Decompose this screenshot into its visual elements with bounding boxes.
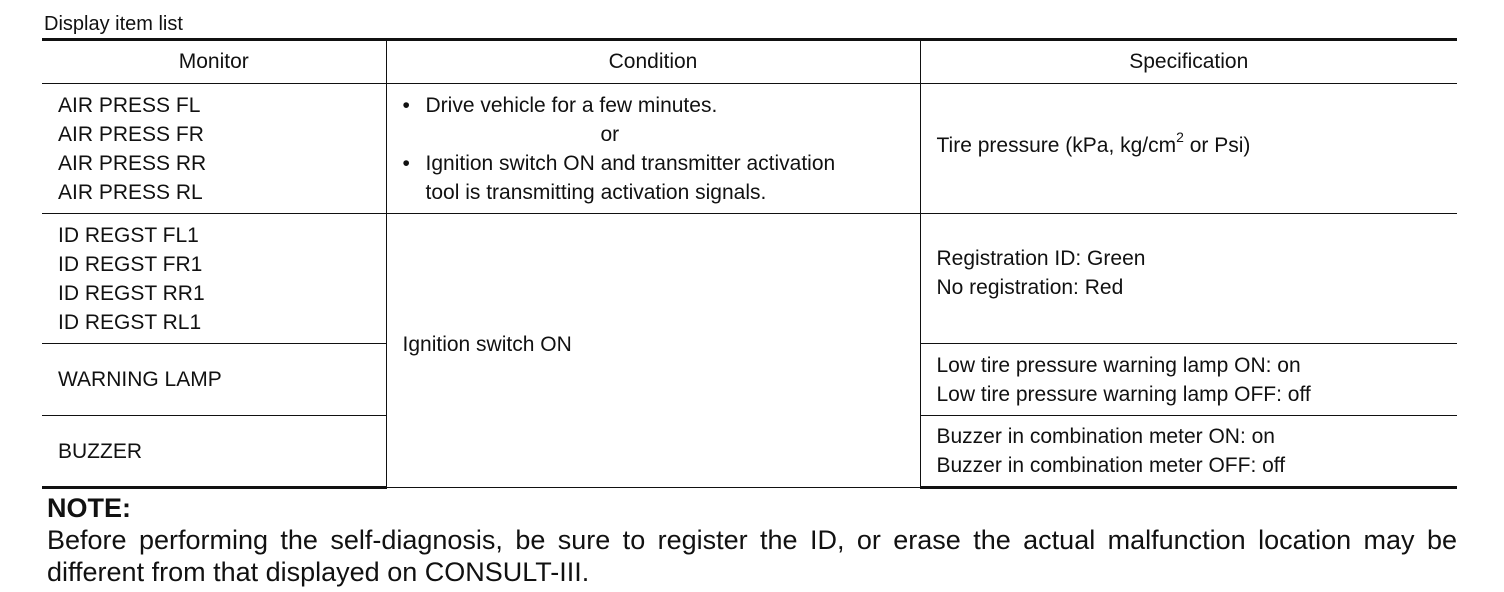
monitor-item: AIR PRESS FR [58,122,204,146]
header-specification: Specification [920,40,1457,84]
note-text: Before performing the self-diagnosis, be sure to register the ID, or erase the actual malfunction location may be different from that displayed on CONSULT-III. [47,525,1457,587]
spec-line: Low tire pressure warning lamp OFF: off [936,382,1311,406]
specification-cell [920,344,1457,416]
monitor-cell [42,84,386,214]
monitor-item: AIR PRESS RR [58,151,207,175]
spec-line: Low tire pressure warning lamp ON: on [936,353,1301,377]
spec-superscript: 2 [1176,129,1184,145]
monitor-item: BUZZER [58,439,142,463]
header-monitor: Monitor [42,40,386,84]
condition-list [403,91,920,120]
table-caption: Display item list [44,13,183,35]
spec-line: Buzzer in combination meter ON: on [936,425,1275,448]
monitor-cell [42,344,386,416]
monitor-cell [42,416,386,488]
condition-bullet: • Drive vehicle for a few minutes. [403,91,920,120]
table-header-row [42,40,1457,84]
monitor-item: ID REGST RR1 [58,281,205,305]
specification-cell [920,84,1457,214]
condition-bullet-line: tool is transmitting activation signals. [425,180,767,204]
monitor-item: ID REGST FR1 [58,252,203,276]
condition-bullet [403,149,920,207]
condition-or: or [600,122,620,146]
monitor-item: AIR PRESS RL [58,180,203,204]
spec-text: Tire pressure (kPa, kg/cm [936,134,1177,157]
condition-cell-shared [386,214,920,488]
spec-text: or Psi) [1183,134,1251,157]
monitor-cell [42,214,386,344]
specification-cell [920,416,1457,488]
condition-text: Ignition switch ON [402,333,572,356]
monitor-item: ID REGST RL1 [58,310,202,334]
condition-cell [386,84,920,214]
table-row-id-regst [42,214,1457,344]
spec-line: No registration: Red [936,275,1124,299]
monitor-item: AIR PRESS FL [58,93,201,117]
spec-line: Buzzer in combination meter OFF: off [936,454,1286,477]
condition-list [403,149,920,207]
header-condition: Condition [386,40,920,84]
monitor-item: ID REGST FL1 [58,223,199,247]
display-item-table [42,38,1457,489]
spec-line: Registration ID: Green [936,246,1146,270]
note-title: NOTE: [47,493,131,523]
condition-bullet-line: Ignition switch ON and transmitter activation [425,151,836,175]
specification-cell [920,214,1457,344]
table-row-air-press [42,84,1457,214]
monitor-item: WARNING LAMP [58,368,222,391]
